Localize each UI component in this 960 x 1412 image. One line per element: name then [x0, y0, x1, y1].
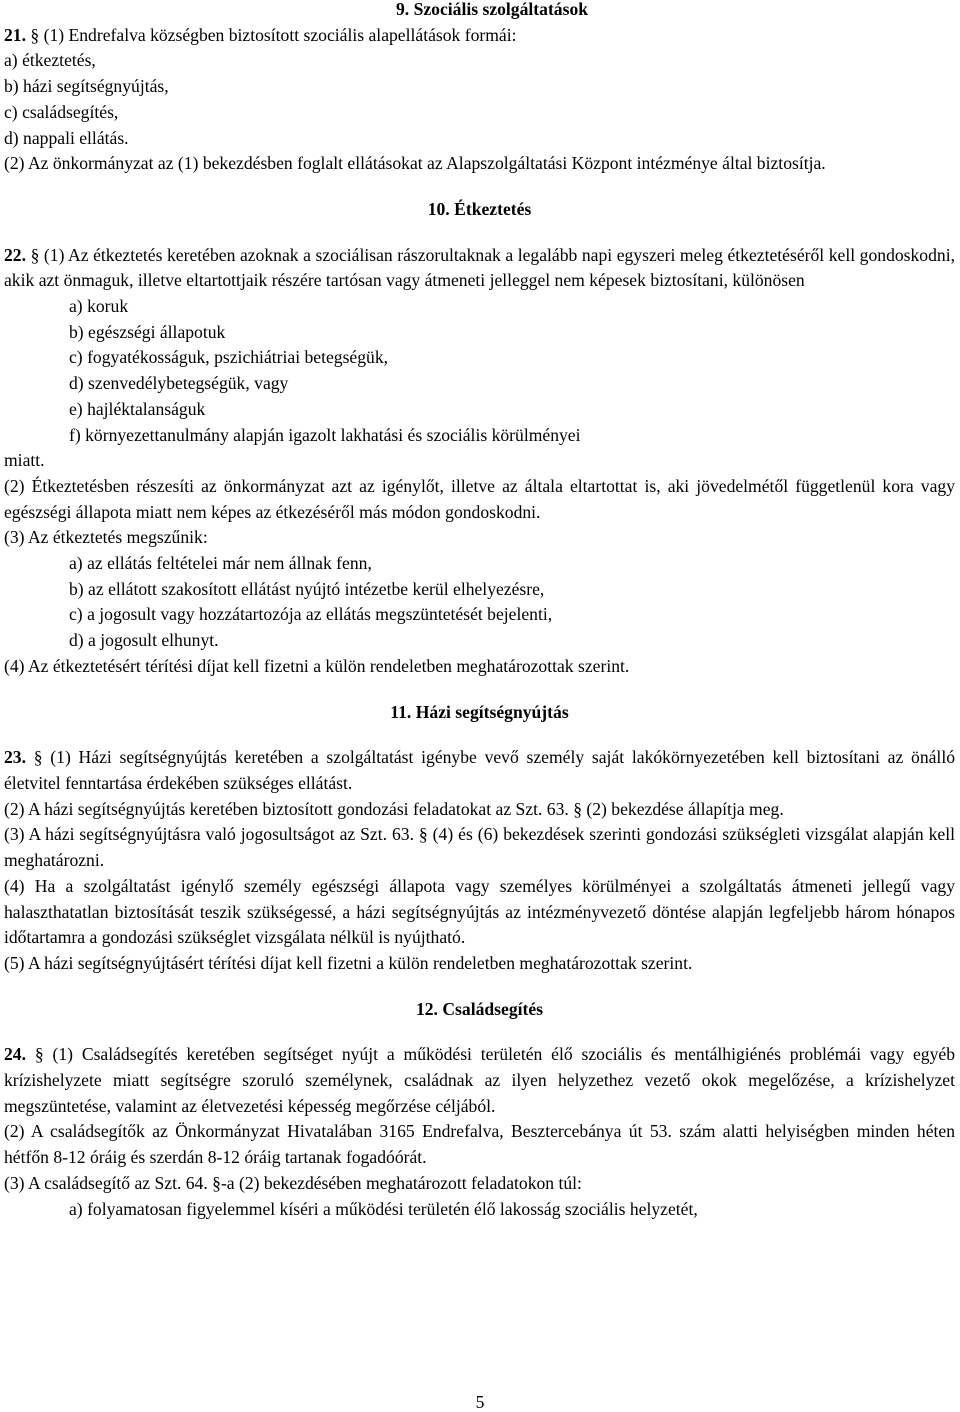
paragraph-22-2: (2) Étkeztetésben részesíti az önkormányzat azt az igénylőt, illetve az általa eltartottat is, aki jövedelmétől függetlenül kora vagy egészségi állapota miatt nem képes az étkezéséről más módon gondoskodni.: [4, 475, 955, 522]
paragraph-22-3: (3) Az étkeztetés megszűnik:: [4, 527, 208, 548]
paragraph-24-1: [4, 1042, 955, 1119]
paragraph-21-number: 21.: [4, 24, 26, 45]
paragraph-23-text: § (1) Házi segítségnyújtás keretében a szolgáltatást igénybe vevő személy saját lakókörnyezetében kell biztosítani az önálló életvitel fenntartása érdekében szükséges ellátást.: [4, 747, 955, 793]
list-item: d) a jogosult elhunyt.: [69, 630, 219, 651]
paragraph-24-2: (2) A családsegítők az Önkormányzat Hivatalában 3165 Endrefalva, Besztercebánya út 53. szám alatti helyiségben minden héten hétfőn 8-12 óráig és szerdán 8-12 óráig tartanak fogadóórát.: [4, 1121, 955, 1168]
paragraph-21-2: (2) Az önkormányzat az (1) bekezdésben foglalt ellátásokat az Alapszolgáltatási Központ intézménye által biztosítja.: [4, 153, 826, 174]
paragraph-24-text: § (1) Családsegítés keretében segítséget nyújt a működési területén élő szociális és mentálhigiénés problémái vagy egyéb krízishelyzete miatt segítségre szoruló személynek, családnak az ilyen helyzethez vezető okok megelőzése, a krízishelyzet megszüntetése, valamint az életvezetési képesség megőrzése céljából.: [4, 1044, 955, 1116]
list-item: d) szenvedélybetegségük, vagy: [69, 373, 289, 394]
list-item: c) fogyatékosságuk, pszichiátriai betegségük,: [69, 347, 389, 368]
list-item: c) a jogosult vagy hozzátartozója az ellátás megszüntetését bejelenti,: [69, 604, 553, 625]
list-item: c) családsegítés,: [4, 101, 119, 122]
paragraph-24-number: 24.: [4, 1044, 26, 1065]
list-item: b) az ellátott szakosított ellátást nyújtó intézetbe kerül elhelyezésre,: [69, 578, 545, 599]
reasons-end: miatt.: [4, 450, 45, 471]
section-12-title: 12. Családsegítés: [415, 998, 544, 1019]
paragraph-23-4: (4) Ha a szolgáltatást igénylő személy egészségi állapota vagy személyes körülményei a szolgáltatás átmeneti jellegű vagy halaszthatatlan biztosítását teszik szükségessé, a házi segítségnyújtás az intézményvezető döntése alapján legfeljebb három hónapos időtartamra a gondozási szükséglet vizsgálata nélkül is nyújtható.: [4, 875, 955, 948]
paragraph-24-3: (3) A családsegítő az Szt. 64. §-a (2) bekezdésében meghatározott feladatokon túl:: [4, 1172, 582, 1193]
paragraph-23-3: (3) A házi segítségnyújtásra való jogosultságot az Szt. 63. § (4) és (6) bekezdések szerinti gondozási szükségleti vizsgálat alapján kell meghatározni.: [4, 824, 955, 871]
paragraph-22-text: § (1) Az étkeztetés keretében azoknak a szociálisan rászorultaknak a legalább napi egyszeri meleg étkeztetéséről kell gondoskodni, akik azt önmaguk, illetve eltartottjaik részére tartósan vagy átmeneti jelleggel nem képesek biztosítani, különösen: [4, 244, 955, 291]
paragraph-23-2: (2) A házi segítségnyújtás keretében biztosított gondozási feladatokat az Szt. 63. § (2) bekezdése állapítja meg.: [4, 798, 784, 819]
list-item: f) környezettanulmány alapján igazolt lakhatási és szociális körülményei: [69, 424, 581, 445]
section-9-title: 9. Szociális szolgáltatások: [395, 0, 589, 19]
paragraph-23-5: (5) A házi segítségnyújtásért térítési díjat kell fizetni a külön rendeletben meghatározottak szerint.: [4, 952, 693, 973]
paragraph-22-4: (4) Az étkeztetésért térítési díjat kell fizetni a külön rendeletben meghatározottak szerint.: [4, 655, 630, 676]
list-item: e) hajléktalanságuk: [69, 398, 206, 419]
paragraph-22-number: 22.: [4, 244, 26, 265]
paragraph-23-number: 23.: [4, 747, 26, 768]
list-item: a) folyamatosan figyelemmel kíséri a működési területén élő lakosság szociális helyzetét,: [69, 1198, 698, 1219]
paragraph-22-intro: [4, 243, 955, 294]
paragraph-21-text: § (1) Endrefalva községben biztosított szociális alapellátások formái:: [30, 24, 517, 45]
list-item: a) étkeztetés,: [4, 50, 96, 71]
list-item: b) egészségi állapotuk: [69, 321, 226, 342]
paragraph-23-1: [4, 745, 955, 796]
document-page: [4, 0, 955, 1222]
paragraph-21-intro: [4, 23, 955, 49]
list-item: d) nappali ellátás.: [4, 127, 129, 148]
page-number: 5: [475, 1392, 485, 1412]
section-11-title: 11. Házi segítségnyújtás: [390, 701, 569, 722]
section-10-title: 10. Étkeztetés: [427, 198, 532, 219]
list-item: a) koruk: [69, 296, 129, 317]
list-item: a) az ellátás feltételei már nem állnak fenn,: [69, 553, 372, 574]
list-item: b) házi segítségnyújtás,: [4, 76, 169, 97]
